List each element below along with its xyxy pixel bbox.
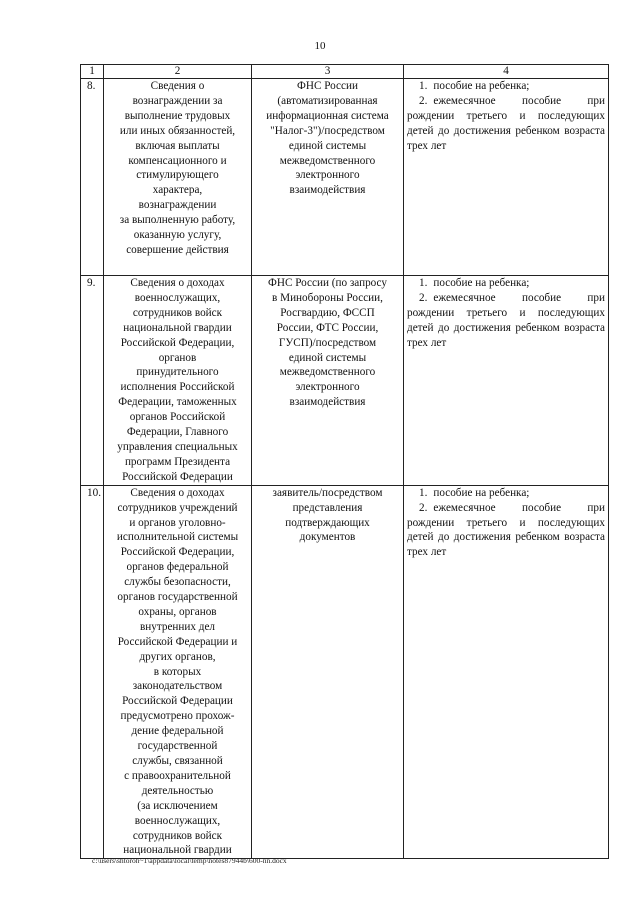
benefit-text: пособие на ребенка;: [433, 277, 530, 289]
info-line: Федерации, таможенных: [118, 396, 237, 409]
benefit-item: [407, 94, 605, 154]
benefit-number: 2.: [419, 291, 428, 304]
info-line: сотрудников войск: [132, 829, 223, 842]
source-line: заявитель/посредством: [272, 486, 383, 499]
info-line: сотрудников учреждений: [117, 501, 238, 514]
row-number: 10.: [81, 485, 104, 859]
info-line: сотрудников войск: [132, 306, 223, 319]
benefit-item: [407, 291, 605, 351]
info-line: исполнительной системы: [116, 531, 239, 544]
info-line: предусмотрено прохож-: [120, 710, 235, 723]
header-cell-2: 2: [104, 65, 252, 79]
info-cell: [104, 79, 252, 276]
benefit-number: 1.: [419, 486, 428, 499]
info-line: стимулирующего: [136, 169, 219, 182]
benefit-text: ежемесячное пособие при рождении третьего и последующих детей до достижения ребенком возраста трех лет: [407, 501, 605, 559]
table-row: [81, 276, 609, 486]
benefits-cell: [404, 276, 609, 486]
info-line: с правоохранительной: [124, 769, 231, 782]
source-cell: [252, 79, 404, 276]
source-line: (автоматизированная: [277, 94, 378, 107]
benefit-text: ежемесячное пособие при рождении третьего и последующих детей до достижения ребенком возраста трех лет: [407, 94, 605, 152]
info-line: национальной гвардии: [123, 321, 232, 334]
benefit-item: [407, 276, 605, 291]
benefit-item: [407, 486, 605, 501]
row-number: 9.: [81, 276, 104, 486]
benefits-data-table: [80, 64, 609, 859]
header-cell-1: 1: [81, 65, 104, 79]
benefit-list: [407, 486, 605, 561]
info-line: Сведения о: [150, 80, 205, 92]
info-line: исполнения Российской: [120, 381, 235, 394]
info-line: органов Российской: [129, 411, 226, 424]
source-line: Росгвардию, ФССП: [280, 306, 375, 319]
benefit-item: [407, 501, 605, 561]
info-line: компенсационного и: [128, 154, 227, 167]
source-line: документов: [299, 531, 356, 544]
table-row: [81, 485, 609, 859]
source-line: в Минобороны России,: [272, 291, 383, 304]
source-line: представления: [292, 501, 363, 514]
info-cell: [104, 485, 252, 859]
benefit-number: 2.: [419, 501, 428, 514]
benefit-text: пособие на ребенка;: [433, 80, 530, 92]
benefit-number: 2.: [419, 94, 428, 107]
source-line: межведомственного: [279, 154, 376, 167]
source-line: единой системы: [288, 351, 367, 364]
benefits-cell: [404, 79, 609, 276]
info-line: деятельностью: [141, 784, 214, 797]
benefits-cell: [404, 485, 609, 859]
info-line: других органов,: [139, 650, 216, 663]
benefit-text: ежемесячное пособие при рождении третьего и последующих детей до достижения ребенком возраста трех лет: [407, 291, 605, 349]
source-line: электронного: [295, 169, 360, 182]
source-line: единой системы: [288, 139, 367, 152]
source-line: электронного: [295, 381, 360, 394]
source-cell: [252, 485, 404, 859]
info-line: службы безопасности,: [124, 576, 231, 589]
benefit-list: [407, 276, 605, 351]
info-line: военнослужащих,: [134, 291, 221, 304]
source-line: межведомственного: [279, 366, 376, 379]
info-line: Российской Федерации,: [120, 336, 235, 349]
info-line: вознаграждении: [138, 199, 217, 212]
source-line: России, ФТС России,: [276, 321, 379, 334]
source-cell: [252, 276, 404, 486]
info-line: органов федеральной: [126, 561, 229, 574]
info-line: Российской Федерации и: [117, 635, 238, 648]
info-line: характера,: [152, 184, 203, 197]
info-line: Федерации, Главного: [126, 426, 229, 439]
source-line: "Налог-3")/посредством: [270, 124, 385, 137]
info-cell: [104, 276, 252, 486]
info-line: принудительного: [136, 366, 219, 379]
source-line: информационная система: [266, 109, 389, 122]
info-line: совершение действия: [126, 243, 229, 256]
info-line: органов: [158, 351, 197, 364]
source-line: подтверждающих: [285, 516, 370, 529]
footer-file-path: c:\users\shtoroh~1\appdata\local\temp\notes87944b\600-nn.docx: [92, 856, 287, 865]
source-line: взаимодействия: [289, 396, 366, 409]
info-line: Сведения о доходах: [130, 486, 225, 499]
info-line: и органов уголовно-: [129, 516, 226, 529]
info-line: дение федеральной: [131, 725, 224, 738]
info-line: Российской Федерации: [122, 695, 233, 708]
info-line: Российской Федерации,: [120, 546, 235, 559]
benefit-number: 1.: [419, 80, 428, 92]
row-number: 8.: [81, 79, 104, 276]
info-line: Сведения о доходах: [130, 277, 225, 289]
info-line: военнослужащих,: [134, 814, 221, 827]
benefit-item: [407, 79, 605, 94]
info-line: службы, связанной: [132, 755, 223, 767]
source-line: ГУСП)/посредством: [278, 336, 377, 349]
header-cell-4: 4: [404, 65, 609, 79]
info-line: Российской Федерации: [122, 470, 233, 483]
info-line: законодательством: [132, 680, 223, 693]
table-row: [81, 79, 609, 276]
info-line: вознаграждении за: [132, 94, 223, 107]
info-line: программ Президента: [124, 455, 231, 468]
header-cell-3: 3: [252, 65, 404, 79]
info-line: национальной гвардии: [123, 844, 232, 857]
table-header-row: [81, 65, 609, 79]
info-line: государственной: [137, 740, 218, 753]
info-line: органов государственной: [117, 591, 238, 604]
benefit-text: пособие на ребенка;: [433, 486, 530, 499]
info-line: в которых: [153, 665, 202, 678]
source-line: ФНС России (по запросу: [268, 277, 387, 289]
benefit-list: [407, 79, 605, 154]
source-line: ФНС России: [297, 80, 358, 92]
info-line: управления специальных: [117, 440, 238, 453]
info-line: оказанную услугу,: [133, 229, 222, 242]
info-line: за выполненную работу,: [119, 214, 236, 227]
info-line: внутренних дел: [139, 620, 216, 633]
info-line: охраны, органов: [138, 605, 217, 618]
info-line: или иных обязанностей,: [119, 124, 236, 137]
info-line: включая выплаты: [135, 139, 220, 152]
page-number: 10: [314, 40, 326, 52]
info-line: (за исключением: [137, 799, 218, 812]
info-line: выполнение трудовых: [124, 109, 231, 122]
benefit-number: 1.: [419, 277, 428, 289]
source-line: взаимодействия: [289, 184, 366, 197]
